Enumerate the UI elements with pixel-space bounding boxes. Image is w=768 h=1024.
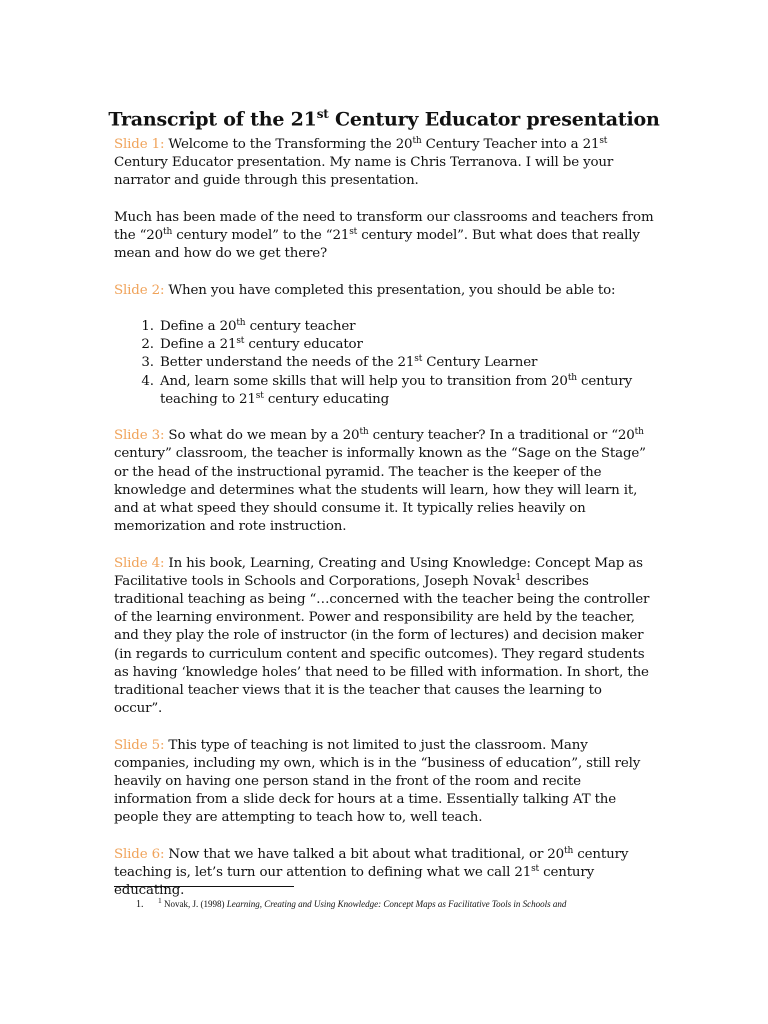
footnote-divider: [114, 886, 294, 887]
title-text: Transcript of the 21: [108, 108, 317, 131]
footnote-number: 1.: [136, 899, 144, 910]
slide-6-label: Slide 6:: [114, 846, 165, 862]
title-superscript: st: [316, 106, 329, 121]
transcript-body: [114, 136, 654, 919]
footnote-author: Novak, J. (1998): [161, 899, 227, 909]
document-title: [0, 107, 768, 130]
slide-4-label: Slide 4:: [114, 555, 165, 571]
list-item: 4. And, learn some skills that will help you to transition from 20th century teaching to 21st century educating: [158, 373, 654, 409]
slide-1-label: Slide 1:: [114, 137, 165, 152]
title-text-end: Century Educator presentation: [328, 108, 660, 131]
footnote: [136, 895, 696, 911]
slide-5-label: Slide 5:: [114, 737, 165, 753]
learning-objectives-list: [114, 318, 654, 409]
slide-3-paragraph: Slide 3: So what do we mean by a 20th century teacher? In a traditional or “20th century” classroom, the teacher is informally known as the “Sage on the Stage” or the head of the instructional pyramid. The teacher is the keeper of the knowledge and determines what the students will learn, how they will learn it, and at what speed they should consume it. It typically relies heavily on memorization and rote instruction.: [114, 427, 646, 535]
slide-4-paragraph: Slide 4: In his book, Learning, Creating and Using Knowledge: Concept Map as Facilitative tools in Schools and Corporations, Joseph Novak$^1$ describes traditional teaching as being “…concerned with the teacher being the controller of the learning environment. Power and responsibility are held by the teacher, and they play the role of instructor (in the form of lectures) and decision maker (in regards to curriculum content and specific outcomes). They regard students as having ‘knowledge holes’ that need to be filled with information. In short, the traditional teacher views that it is the teacher that causes the learning to occur”.: [114, 555, 650, 717]
footnote-mark: 1: [158, 896, 162, 905]
list-item: 1. Define a 20th century teacher: [158, 318, 654, 336]
footnote-title: Learning, Creating and Using Knowledge: Concept Maps as Facilitative Tools in Schools and: [226, 899, 567, 909]
footnote-reference: 1: [515, 572, 521, 583]
list-item: 3. Better understand the needs of the 21st Century Learner: [158, 354, 654, 372]
slide-3-label: Slide 3:: [114, 428, 165, 444]
list-item: 2. Define a 21st century educator: [158, 336, 654, 354]
slide-2-paragraph: Slide 2: When you have completed this presentation, you should be able to:: [114, 282, 616, 298]
intro-paragraph: Much has been made of the need to transform our classrooms and teachers from the “20th century model” to the “21st century model”. But what does that really mean and how do we get there?: [114, 209, 654, 262]
slide-2-label: Slide 2:: [114, 282, 165, 298]
slide-5-paragraph: Slide 5: This type of teaching is not limited to just the classroom. Many companies, including my own, which is in the “business of education”, still rely heavily on having one person stand in the front of the room and recite information from a slide deck for hours at a time. Essentially talking AT the people they are attempting to teach how to, well teach.: [114, 737, 641, 826]
slide-1-paragraph: Slide 1: Welcome to the Transforming the 20th Century Teacher into a 21st Century Educator presentation. My name is Chris Terranova. I will be your narrator and guide through this presentation.: [114, 136, 614, 189]
slide-6-paragraph: Slide 6: Now that we have talked a bit about what traditional, or 20th century teaching is, let’s turn our attention to defining what we call 21st century educating.: [114, 845, 629, 899]
